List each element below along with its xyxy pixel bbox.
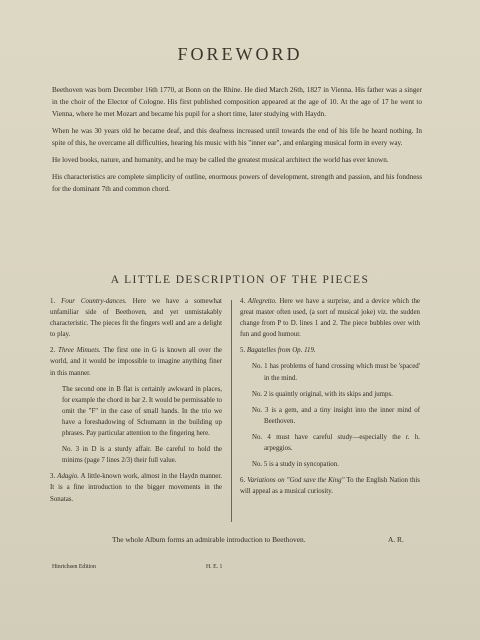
item-number: 3.	[50, 473, 56, 481]
piece-item	[50, 296, 222, 340]
foreword-paragraph: Beethoven was born December 16th 1770, at Bonn on the Rhine. He died March 26th, 1827 in Vienna. His father was a singer in the choir of the Elector of Cologne. His first published composition appeared at the age of 10. At the age of 17 he went to Vienna, where he met Mozart and became his pupil for a short time, later studying with Haydn.	[52, 86, 422, 119]
piece-item	[240, 296, 420, 340]
bagatelle-note: No. 3 is a gem, and a tiny insight into the inner mind of Beethoven.	[252, 406, 420, 425]
bagatelle-note: No. 4 must have careful study—especially the r. h. arpeggios.	[252, 433, 420, 453]
item-heading: Four Country-dances.	[61, 298, 127, 305]
bagatelle-note: No. 5 is a study in syncopation.	[252, 461, 339, 469]
item-number: 1.	[50, 298, 56, 305]
foreword-paragraph: His characteristics are complete simplicity of outline, enormous powers of development, strength and passion, and his fondness for the dominant 7th and common chord.	[52, 172, 422, 193]
item-number: 6.	[240, 477, 246, 485]
item-text: Here we have a somewhat unfamiliar side of Beethoven, and yet unmistakably characteristic. The pieces fit the fingers well and are a delight to play.	[50, 298, 222, 339]
item-heading: Bagatelles from Op. 119.	[246, 347, 316, 355]
column-divider	[231, 300, 232, 522]
item-text: The first one in G is known all over the world, and it would be impossible to imagine anything finer in this manner.	[50, 347, 222, 377]
section-heading: A LITTLE DESCRIPTION OF THE PIECES	[110, 274, 370, 286]
item-number: 2.	[50, 347, 56, 355]
page-title: FOREWORD	[177, 44, 303, 64]
bagatelle-note: No. 2 is quaintly original, with its skips and jumps.	[252, 390, 393, 398]
bagatelle-note: No. 1 has problems of hand crossing which must be 'spaced' in the mind.	[252, 363, 420, 382]
signature: A. R.	[388, 535, 404, 544]
publisher-footer: Hinrichsen Edition	[52, 564, 96, 570]
item-text: Here we have a surprise, and a device which the great master often used, (a sort of musical joke) viz. the sudden change from P to D. lines 1 and 2. The piece bubbles over with fun and good humour.	[240, 298, 420, 339]
item-text: A little-known work, almost in the Haydn manner. It is a fine introduction to the bigger movements in the Sonatas.	[50, 473, 223, 503]
left-column	[50, 296, 222, 510]
item-paragraph: No. 3 in D is a sturdy affair. Be careful to hold the minims (page 7 lines 2/3) their full value.	[62, 446, 222, 465]
foreword-paragraph: When he was 30 years old he became deaf, and this deafness increased until towards the end of his life he heard nothing. In spite of this, he overcame all difficulties, hearing his music with his "inner ear", and enlarging musical form in every way.	[52, 127, 422, 148]
foreword-paragraph: He loved books, nature, and humanity, and he may be called the greatest musical architect the world has ever known.	[52, 156, 389, 165]
closing-text: The whole Album forms an admirable introduction to Beethoven.	[112, 535, 306, 544]
piece-item	[50, 345, 222, 378]
piece-item	[50, 471, 222, 504]
edition-number: H. E. 1	[206, 564, 223, 570]
item-number: 4.	[240, 298, 246, 305]
closing-line	[112, 535, 412, 544]
piece-item	[240, 475, 420, 497]
foreword-section	[52, 84, 422, 200]
item-heading: Allegretto.	[247, 298, 277, 305]
item-paragraph: The second one in B flat is certainly awkward in places, for example the chord in bar 2. It would be permissable to omit the "F" in the case of small hands. In the trio we have a foreshadowing of Schumann in the building up phrases. Pay particular attention to the fingering here.	[62, 385, 222, 438]
item-heading: Three Minuets.	[58, 347, 101, 355]
piece-item	[240, 345, 420, 356]
item-number: 5.	[240, 347, 246, 355]
right-column	[240, 296, 420, 502]
item-text: To the English Nation this will appeal as a musical curiosity.	[240, 477, 420, 496]
item-heading: Adagio.	[57, 473, 79, 481]
item-heading: Variations on "God save the King"	[247, 477, 345, 485]
